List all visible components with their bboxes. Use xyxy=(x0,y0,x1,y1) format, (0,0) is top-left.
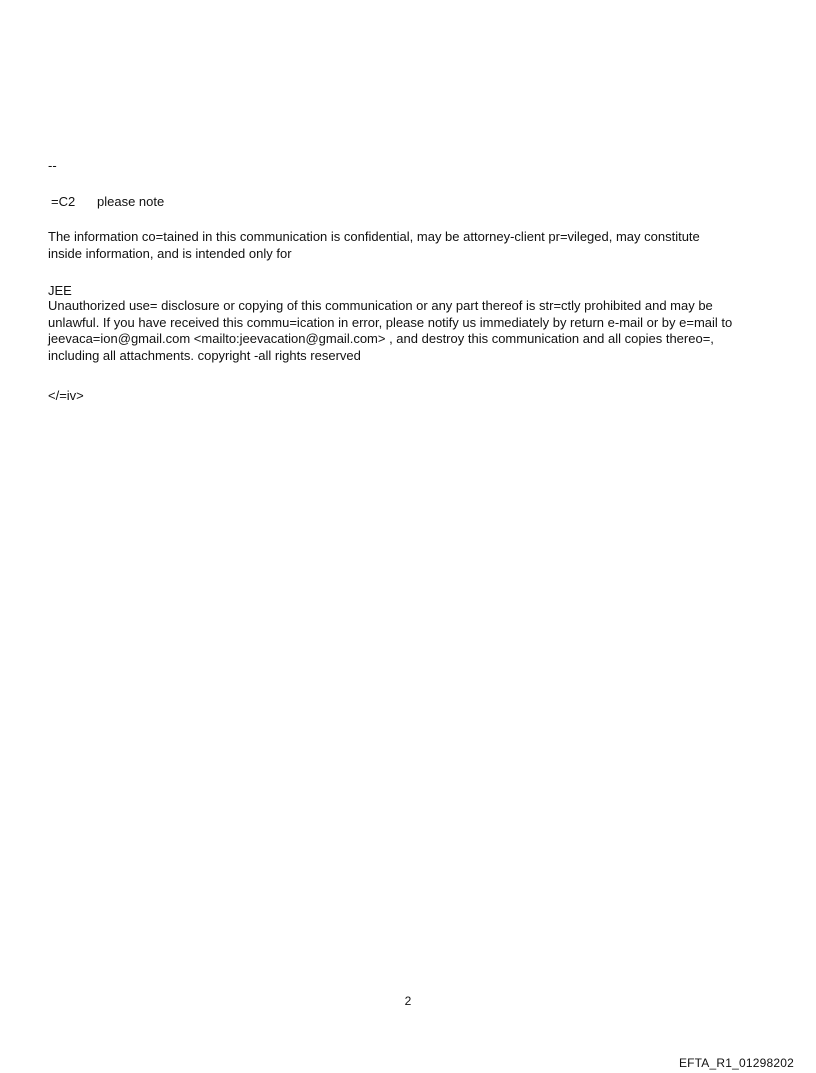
confidentiality-line-1: The information co=tained in this communication is confidential, may be attorney-client pr=vileged, may constitute xyxy=(48,229,700,244)
signature: JEE xyxy=(48,283,72,298)
unauthorized-paragraph xyxy=(48,298,778,364)
document-id: EFTA_R1_01298202 xyxy=(678,1056,794,1070)
confidentiality-line-2: inside information, and is intended only for xyxy=(48,245,292,261)
separator: -- xyxy=(48,158,57,173)
confidentiality-paragraph xyxy=(48,229,778,262)
note-line xyxy=(51,193,164,210)
closing-tag: </=iv> xyxy=(48,388,84,403)
unauthorized-line-3: jeevaca=ion@gmail.com <mailto:jeevacation@gmail.com> , and destroy this communication and all copies thereo=, xyxy=(48,331,714,346)
unauthorized-line-1: Unauthorized use= disclosure or copying of this communication or any part thereof is str=ctly prohibited and may be xyxy=(48,298,713,313)
note-label: please note xyxy=(97,194,165,209)
note-code: =C2 xyxy=(51,194,76,209)
page-number: 2 xyxy=(404,994,412,1008)
unauthorized-line-2: unlawful. If you have received this commu=ication in error, please notify us immediately by return e-mail or by e=mail to xyxy=(48,314,733,330)
unauthorized-line-4: including all attachments. copyright -all rights reserved xyxy=(48,347,361,363)
